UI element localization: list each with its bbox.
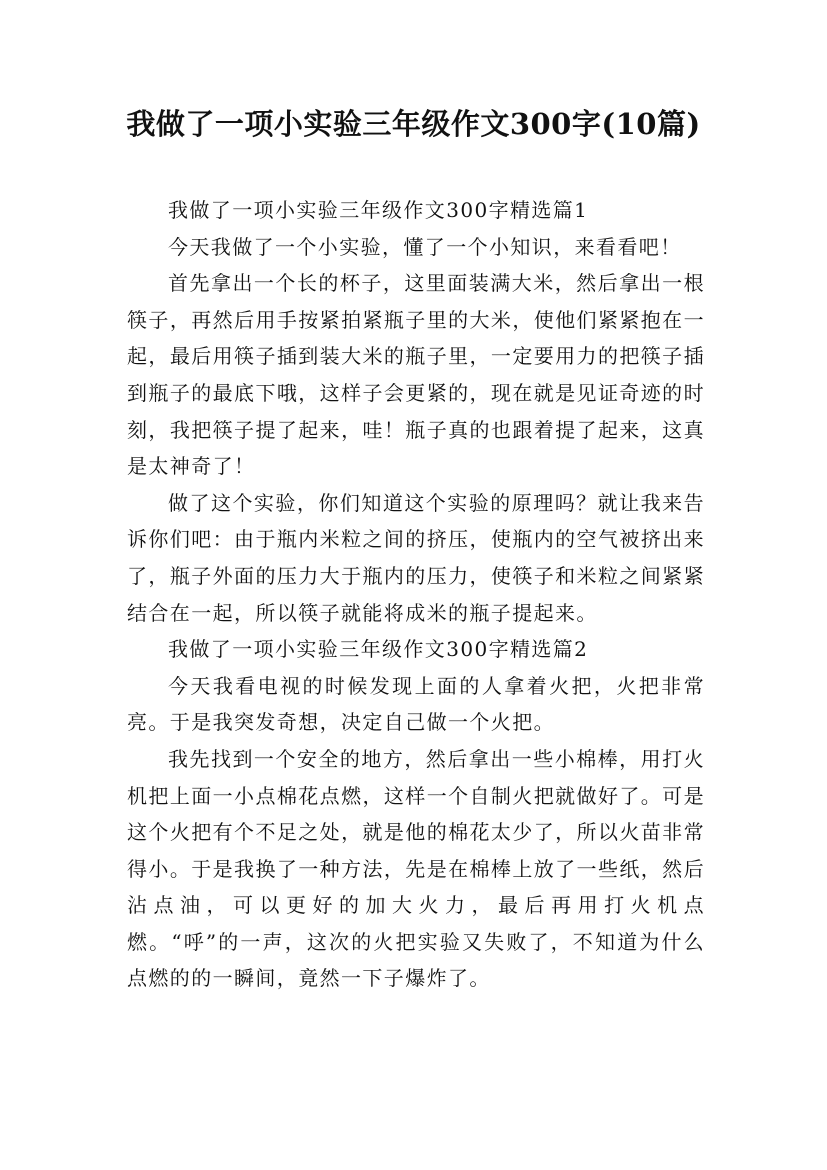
document-title: 我做了一项小实验三年级作文300字(10篇)	[126, 107, 701, 141]
paragraph: 今天我看电视的时候发现上面的人拿着火把，火把非常亮。于是我突发奇想，决定自己做一个火把。	[127, 673, 705, 735]
paragraph: 我先找到一个安全的地方，然后拿出一些小棉棒，用打火机把上面一小点棉花点燃，这样一个自制火把就做好了。可是这个火把有个不足之处，就是他的棉花太少了，所以火苗非常得小。于是我换了一种方法，先是在棉棒上放了一些纸，然后沾点油，可以更好的加大火力，最后再用打火机点燃。“呼”的一声，这次的火把实验又失败了，不知道为什么点燃的的一瞬间，竟然一下子爆炸了。	[127, 746, 705, 991]
section-heading-1: 我做了一项小实验三年级作文300字精选篇1	[168, 198, 589, 222]
paragraph: 做了这个实验，你们知道这个实验的原理吗？就让我来告诉你们吧：由于瓶内米粒之间的挤压，使瓶内的空气被挤出来了，瓶子外面的压力大于瓶内的压力，使筷子和米粒之间紧紧结合在一起，所以筷子就能将成米的瓶子提起来。	[127, 490, 705, 625]
section-heading-2: 我做了一项小实验三年级作文300字精选篇2	[168, 637, 589, 662]
paragraph: 今天我做了一个小实验，懂了一个小知识，来看看吧！	[168, 234, 682, 259]
document-body	[127, 192, 705, 997]
paragraph: 首先拿出一个长的杯子，这里面装满大米，然后拿出一根筷子，再然后用手按紧拍紧瓶子里的大米，使他们紧紧抱在一起，最后用筷子插到装大米的瓶子里，一定要用力的把筷子插到瓶子的最底下哦，这样子会更紧的，现在就是见证奇迹的时刻，我把筷子提了起来，哇！瓶子真的也跟着提了起来，这真是太神奇了！	[127, 271, 705, 479]
